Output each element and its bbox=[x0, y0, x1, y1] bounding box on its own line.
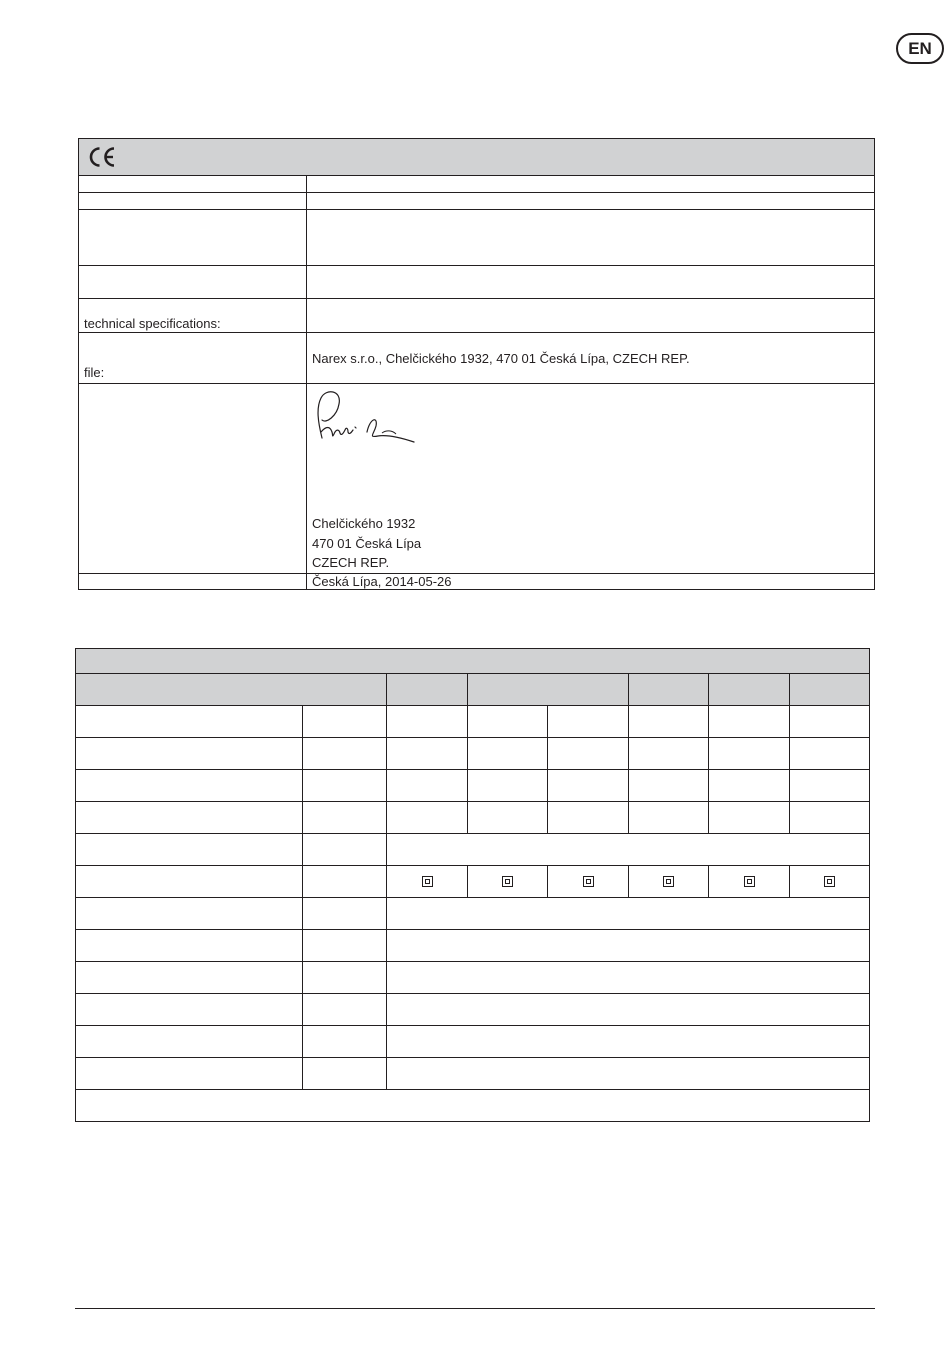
double-square-icon bbox=[744, 876, 755, 887]
date-row-value: Česká Lípa, 2014-05-26 bbox=[307, 573, 875, 589]
address-line: Chelčického 1932 bbox=[312, 516, 416, 531]
declaration-row bbox=[79, 210, 875, 266]
declaration-row-value: Narex s.r.o., Chelčického 1932, 470 01 Česká Lípa, CZECH REP. bbox=[307, 333, 875, 384]
declaration-row bbox=[79, 266, 875, 299]
declaration-row-label bbox=[79, 193, 307, 210]
double-square-icon bbox=[824, 876, 835, 887]
double-square-icon bbox=[502, 876, 513, 887]
double-square-icon bbox=[422, 876, 433, 887]
declaration-row bbox=[79, 176, 875, 193]
declaration-row-label: file: bbox=[79, 333, 307, 384]
double-square-icon bbox=[663, 876, 674, 887]
footer-divider bbox=[75, 1308, 875, 1309]
table-row bbox=[76, 1058, 870, 1090]
table-row bbox=[76, 1026, 870, 1058]
declaration-row-label: technical specifications: bbox=[79, 299, 307, 333]
table-row bbox=[76, 834, 870, 866]
declaration-row bbox=[79, 299, 875, 333]
date-row bbox=[79, 573, 875, 589]
address-line: CZECH REP. bbox=[312, 555, 390, 570]
table-row bbox=[76, 802, 870, 834]
declaration-row-label bbox=[79, 210, 307, 266]
language-badge: EN bbox=[896, 33, 944, 64]
signature-cell bbox=[307, 384, 875, 574]
ce-mark-icon bbox=[87, 146, 117, 168]
table-row bbox=[76, 770, 870, 802]
double-square-icon bbox=[583, 876, 594, 887]
protection-class-row bbox=[76, 866, 870, 898]
declaration-row-value bbox=[307, 299, 875, 333]
table-row bbox=[76, 994, 870, 1026]
declaration-table bbox=[78, 138, 875, 590]
declaration-header bbox=[79, 139, 875, 176]
signature-row-label bbox=[79, 384, 307, 574]
manufacturer-address bbox=[312, 514, 869, 573]
declaration-row-value bbox=[307, 210, 875, 266]
technical-data-header bbox=[76, 649, 870, 674]
declaration-row-value bbox=[307, 193, 875, 210]
signature-row bbox=[79, 384, 875, 574]
address-line: 470 01 Česká Lípa bbox=[312, 535, 422, 551]
table-row bbox=[76, 898, 870, 930]
table-footer-row bbox=[76, 1090, 870, 1122]
table-row bbox=[76, 930, 870, 962]
technical-data-table bbox=[75, 648, 870, 1122]
handwritten-signature-icon bbox=[312, 386, 422, 450]
table-row bbox=[76, 962, 870, 994]
table-row bbox=[76, 706, 870, 738]
technical-data-subheader bbox=[76, 674, 870, 706]
declaration-row-value bbox=[307, 176, 875, 193]
date-row-label bbox=[79, 573, 307, 589]
declaration-row-value bbox=[307, 266, 875, 299]
table-row bbox=[76, 738, 870, 770]
declaration-row bbox=[79, 333, 875, 384]
declaration-row-label bbox=[79, 176, 307, 193]
declaration-row bbox=[79, 193, 875, 210]
declaration-row-label bbox=[79, 266, 307, 299]
